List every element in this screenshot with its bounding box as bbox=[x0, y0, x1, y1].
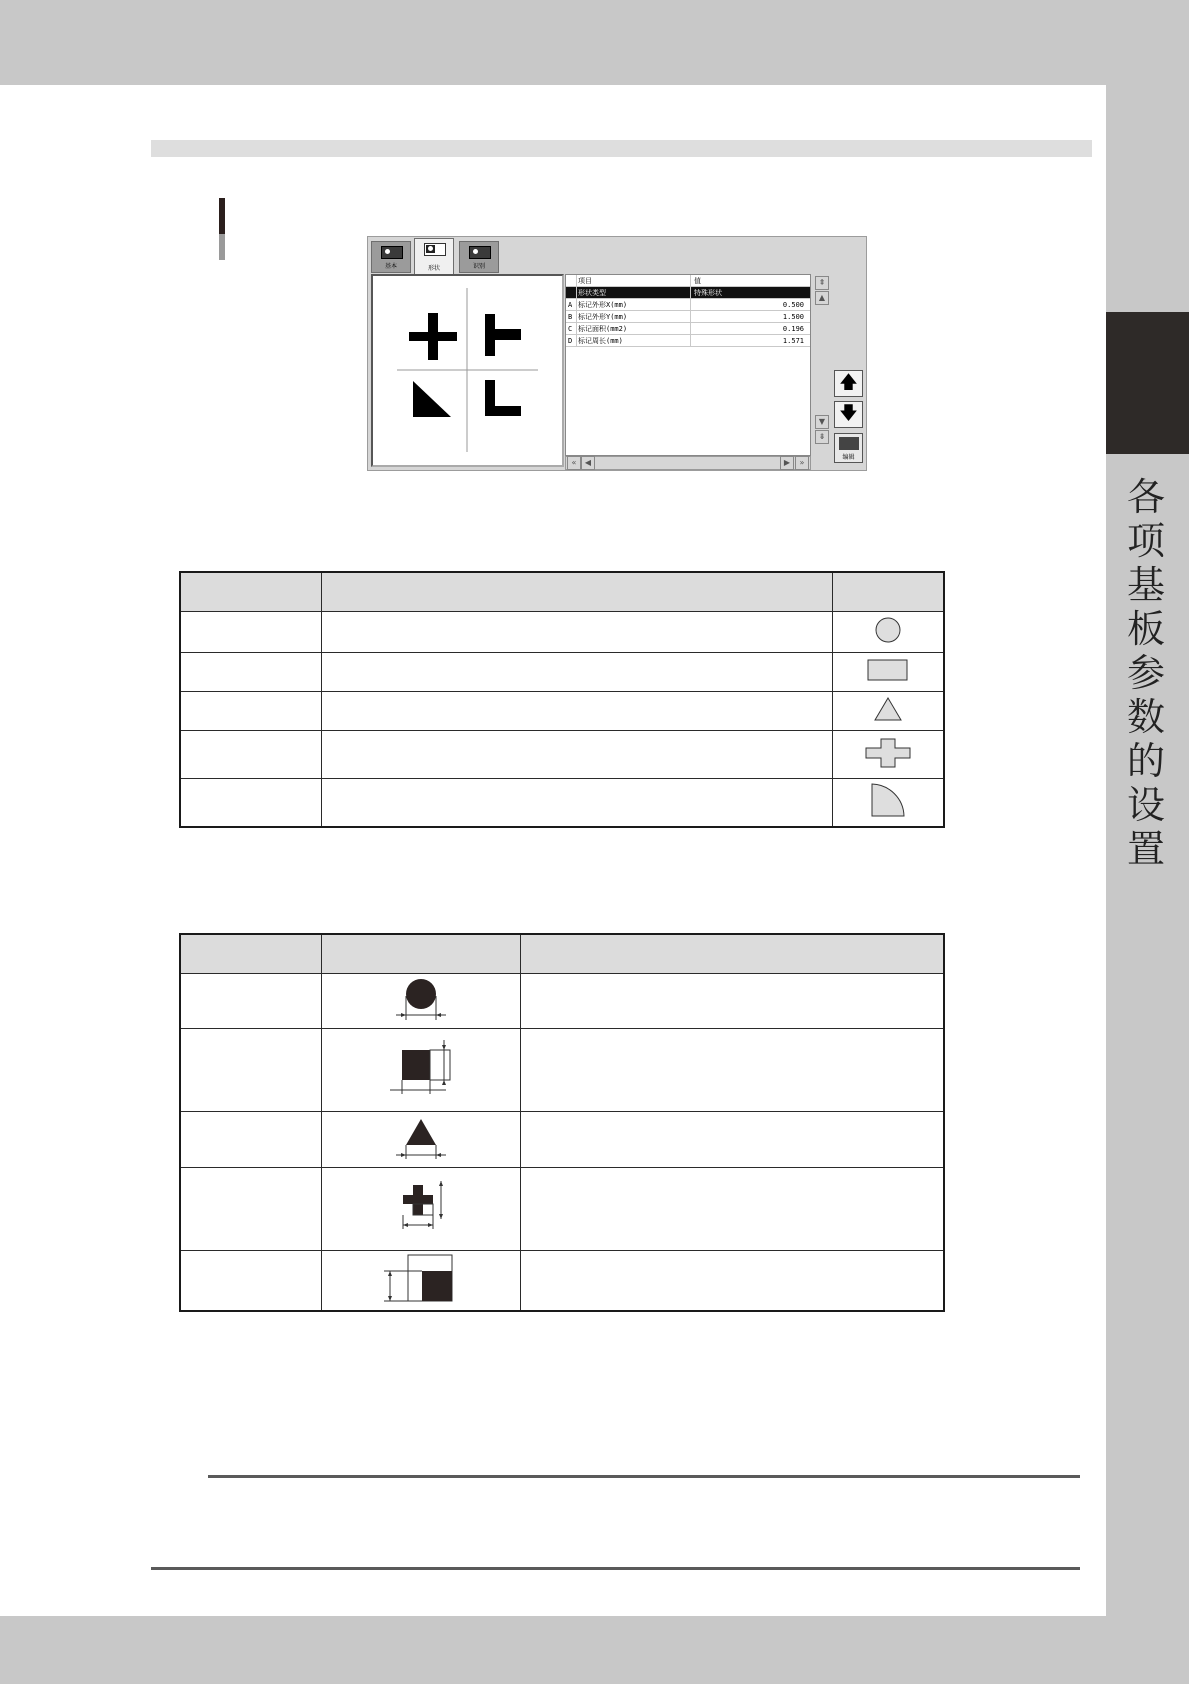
dimension-table bbox=[179, 933, 945, 1312]
table-header-cell bbox=[321, 572, 832, 612]
dimension-figure-cell bbox=[321, 1168, 520, 1251]
shape-desc-cell bbox=[321, 779, 832, 827]
shape-icon-cell bbox=[832, 779, 944, 827]
shape-icon-cell bbox=[832, 612, 944, 653]
edit-button[interactable] bbox=[834, 433, 863, 463]
table-header-row bbox=[180, 934, 944, 974]
scroll-left-icon[interactable]: ◀ bbox=[581, 456, 595, 470]
table-header-cell bbox=[321, 934, 520, 974]
shape-desc-cell bbox=[321, 731, 832, 779]
header-band bbox=[151, 140, 1092, 157]
side-tab-title bbox=[1120, 475, 1172, 871]
shape-name-cell bbox=[180, 1168, 321, 1251]
scroll-top-icon[interactable]: ⇞ bbox=[815, 276, 829, 290]
table-row bbox=[180, 779, 944, 827]
shape-type-table bbox=[179, 571, 945, 828]
tab-recognition-label: 识别 bbox=[472, 263, 485, 270]
board-icon bbox=[381, 246, 403, 259]
plus-mark-icon bbox=[409, 313, 457, 360]
side-title-char: 数 bbox=[1126, 695, 1165, 739]
dimension-figure-cell bbox=[321, 1112, 520, 1168]
dimension-desc-cell bbox=[520, 974, 944, 1029]
circle-shape-icon bbox=[874, 616, 902, 644]
dimension-figure-cell bbox=[321, 1251, 520, 1311]
tab-basic[interactable] bbox=[371, 241, 411, 273]
side-title-char: 板 bbox=[1126, 607, 1165, 651]
parameter-grid bbox=[565, 274, 811, 456]
tab-shape-label: 形状 bbox=[427, 265, 440, 272]
tab-shape[interactable] bbox=[414, 238, 454, 274]
grid-column-divider bbox=[576, 275, 577, 347]
shape-desc-cell bbox=[321, 612, 832, 653]
arrow-up-icon[interactable]: 🡅 bbox=[834, 370, 863, 397]
scroll-down-icon[interactable]: ▼ bbox=[815, 415, 829, 429]
shape-icon-cell bbox=[832, 692, 944, 731]
grid-row-item: 标记外形Y(mm) bbox=[578, 313, 628, 321]
grid-row[interactable] bbox=[566, 335, 810, 347]
shape-name-cell bbox=[180, 1251, 321, 1311]
table-row bbox=[180, 1112, 944, 1168]
shape-name-cell bbox=[180, 1112, 321, 1168]
grid-row-value: 特殊形状 bbox=[694, 289, 722, 297]
grid-row-item: 标记外形X(mm) bbox=[578, 301, 628, 309]
side-tab-marker bbox=[1106, 312, 1189, 454]
grid-row-item: 标记面积(mm2) bbox=[578, 325, 628, 333]
shape-icon bbox=[424, 243, 446, 256]
grid-row-value: 0.196 bbox=[782, 325, 804, 333]
table-header-row bbox=[180, 572, 944, 612]
table-row bbox=[180, 692, 944, 731]
shape-name-cell bbox=[180, 653, 321, 692]
side-title-char: 项 bbox=[1126, 519, 1165, 563]
table-header-cell bbox=[520, 934, 944, 974]
triangle-dimension-icon bbox=[391, 1115, 451, 1161]
scroll-first-icon[interactable]: « bbox=[567, 456, 581, 470]
grid-row-value: 1.571 bbox=[782, 337, 804, 345]
grid-row-value: 1.500 bbox=[782, 313, 804, 321]
grid-row[interactable] bbox=[566, 323, 810, 335]
side-title-char: 参 bbox=[1126, 651, 1165, 695]
shape-desc-cell bbox=[321, 653, 832, 692]
triangle-mark-icon bbox=[413, 381, 451, 417]
table-row bbox=[180, 653, 944, 692]
edit-button-label: 编辑 bbox=[842, 454, 855, 461]
table-row bbox=[180, 731, 944, 779]
t-mark-icon bbox=[485, 314, 521, 356]
special-shape-icon bbox=[870, 782, 906, 818]
l-mark-icon bbox=[485, 380, 521, 416]
dimension-desc-cell bbox=[520, 1112, 944, 1168]
tab-recognition[interactable] bbox=[459, 241, 499, 273]
app-window bbox=[367, 236, 867, 471]
grid-column-divider bbox=[690, 275, 691, 347]
scroll-right-icon[interactable]: ▶ bbox=[780, 456, 794, 470]
mark-preview bbox=[371, 274, 564, 467]
triangle-shape-icon bbox=[873, 696, 903, 722]
side-title-char: 的 bbox=[1126, 739, 1165, 783]
scroll-bottom-icon[interactable]: ⇟ bbox=[815, 430, 829, 444]
shape-name-cell bbox=[180, 692, 321, 731]
rectangle-shape-icon bbox=[867, 658, 909, 682]
shape-desc-cell bbox=[321, 692, 832, 731]
table-row bbox=[180, 1029, 944, 1112]
side-title-char: 各 bbox=[1126, 475, 1165, 519]
dimension-desc-cell bbox=[520, 1251, 944, 1311]
grid-row[interactable] bbox=[566, 287, 810, 299]
grid-row-value: 0.500 bbox=[782, 301, 804, 309]
circle-dimension-icon bbox=[391, 976, 451, 1022]
special-dimension-icon bbox=[376, 1251, 466, 1305]
recognition-icon bbox=[469, 246, 491, 259]
table-row bbox=[180, 612, 944, 653]
tab-basic-label: 基本 bbox=[384, 263, 397, 270]
mark-preview-drawing bbox=[373, 276, 562, 465]
section-accent-bar-lower bbox=[219, 234, 225, 260]
table-header-cell bbox=[180, 934, 321, 974]
side-title-char: 置 bbox=[1126, 827, 1165, 871]
dimension-desc-cell bbox=[520, 1168, 944, 1251]
table-row bbox=[180, 974, 944, 1029]
section-divider bbox=[208, 1475, 1080, 1478]
horizontal-scrollbar[interactable] bbox=[565, 456, 811, 470]
dimension-figure-cell bbox=[321, 974, 520, 1029]
cross-dimension-icon bbox=[391, 1177, 451, 1237]
table-header-cell bbox=[832, 572, 944, 612]
shape-name-cell bbox=[180, 974, 321, 1029]
dimension-figure-cell bbox=[321, 1029, 520, 1112]
side-title-char: 设 bbox=[1126, 783, 1165, 827]
grid-header-value: 值 bbox=[694, 277, 701, 285]
edit-icon bbox=[839, 437, 859, 450]
grid-row-key: B bbox=[568, 313, 573, 321]
grid-header-item: 项目 bbox=[578, 277, 592, 285]
shape-name-cell bbox=[180, 779, 321, 827]
table-header-cell bbox=[180, 572, 321, 612]
section-accent-bar bbox=[219, 198, 225, 234]
shape-name-cell bbox=[180, 1029, 321, 1112]
scroll-last-icon[interactable]: » bbox=[795, 456, 809, 470]
grid-row-key: D bbox=[568, 337, 573, 345]
scroll-up-icon[interactable]: ▲ bbox=[815, 291, 829, 305]
shape-icon-cell bbox=[832, 653, 944, 692]
dimension-desc-cell bbox=[520, 1029, 944, 1112]
side-title-char: 基 bbox=[1126, 563, 1165, 607]
grid-header-row bbox=[566, 275, 810, 287]
arrow-down-icon[interactable]: 🡇 bbox=[834, 401, 863, 428]
grid-row[interactable] bbox=[566, 311, 810, 323]
table-row bbox=[180, 1251, 944, 1311]
grid-row-item: 标记周长(mm) bbox=[578, 337, 623, 345]
grid-row-key: A bbox=[568, 301, 573, 309]
cross-shape-icon bbox=[864, 738, 912, 768]
footer-divider bbox=[151, 1567, 1080, 1570]
rectangle-dimension-icon bbox=[386, 1036, 456, 1100]
grid-row[interactable] bbox=[566, 299, 810, 311]
shape-icon-cell bbox=[832, 731, 944, 779]
table-row bbox=[180, 1168, 944, 1251]
grid-row-key: C bbox=[568, 325, 573, 333]
shape-name-cell bbox=[180, 612, 321, 653]
grid-row-key bbox=[568, 287, 576, 299]
shape-name-cell bbox=[180, 731, 321, 779]
grid-row-item: 形状类型 bbox=[578, 289, 606, 297]
